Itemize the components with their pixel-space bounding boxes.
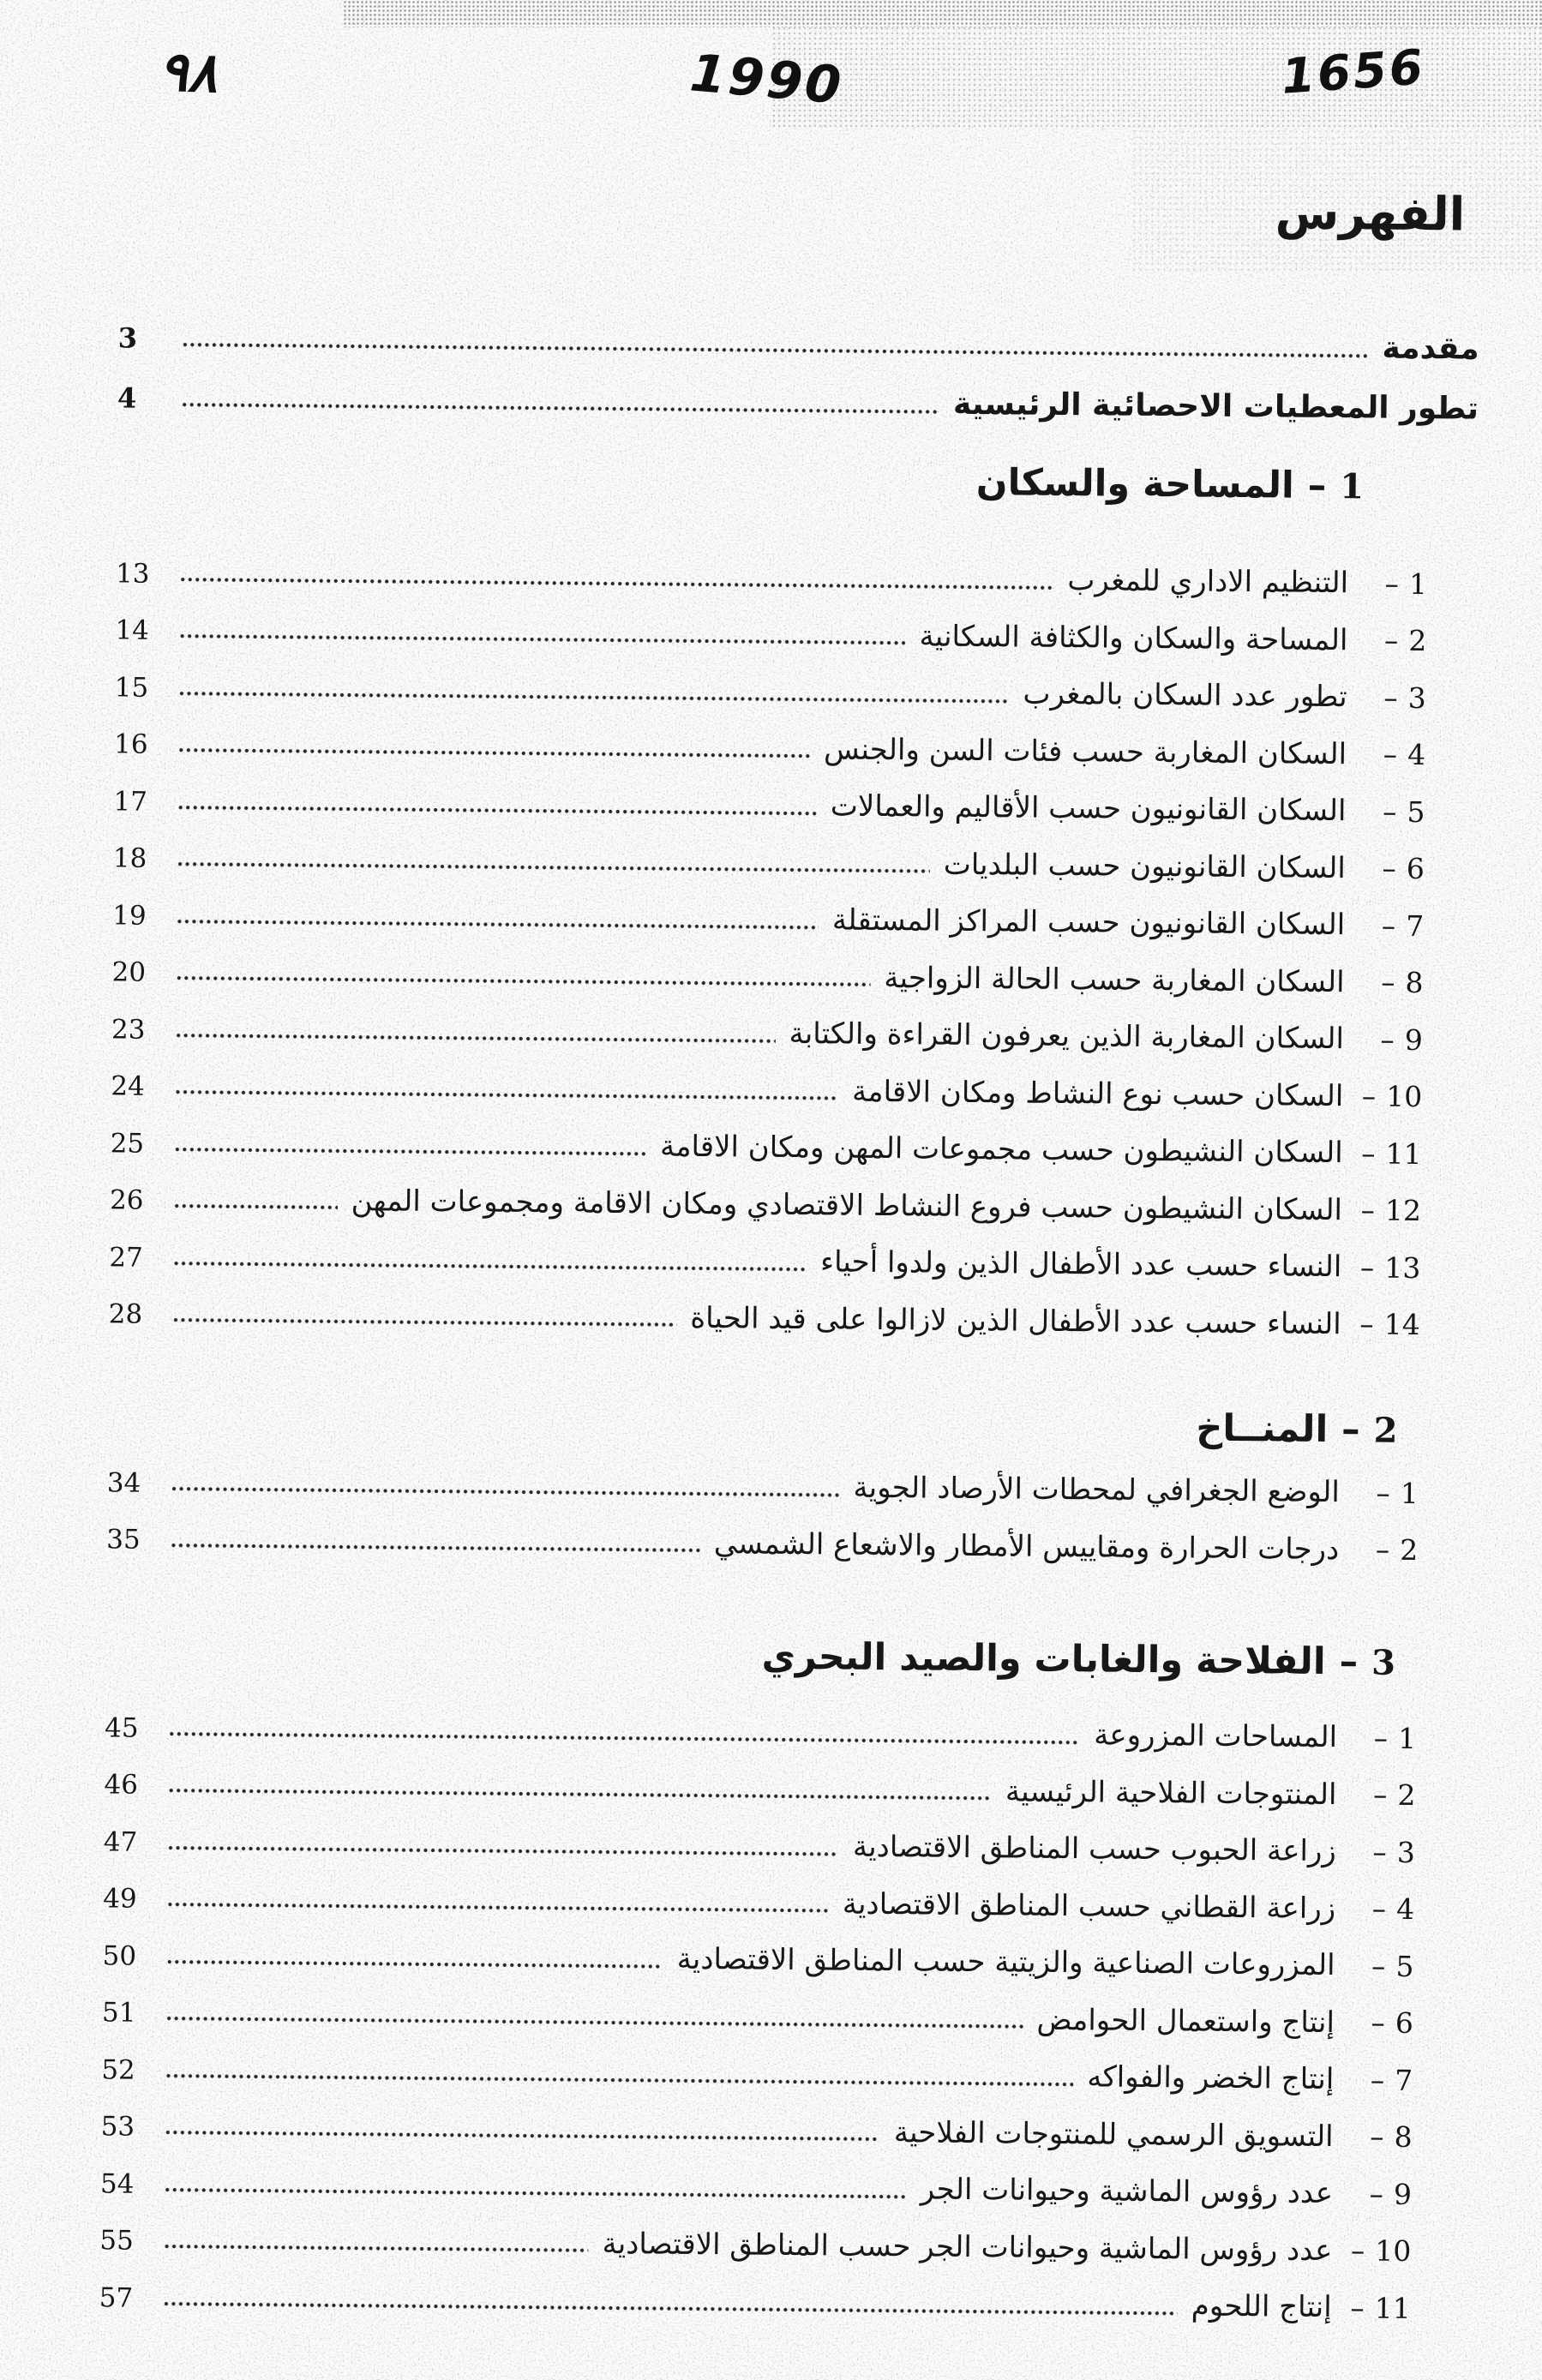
dot-leader bbox=[172, 1317, 677, 1328]
entry-label: زراعة القطاني حسب المناطق الاقتصادية bbox=[842, 1886, 1336, 1926]
entry-number-cell bbox=[1346, 795, 1425, 830]
entry-number: 12 bbox=[1384, 1193, 1422, 1228]
entry-number-cell bbox=[1331, 2292, 1410, 2327]
entry-number-cell bbox=[1336, 1778, 1415, 1813]
page-number: 4 bbox=[117, 381, 137, 415]
entry-number-cell bbox=[1344, 966, 1423, 1001]
entry-number-cell bbox=[1342, 1194, 1421, 1229]
entry-number-cell bbox=[1341, 1308, 1420, 1343]
entry-number: 6 bbox=[1395, 2006, 1414, 2041]
page-number: 24 bbox=[111, 1070, 145, 1102]
section-number: 1 bbox=[1340, 466, 1365, 507]
entry-label: عدد رؤوس الماشية وحيوانات الجر حسب المناطق الاقتصادية bbox=[602, 2226, 1333, 2268]
entry-number-cell bbox=[1344, 1023, 1423, 1058]
section-dash: – bbox=[1341, 1408, 1360, 1452]
page-title: الفهرس bbox=[1275, 185, 1466, 242]
entry-dash: – bbox=[1361, 1079, 1377, 1113]
section-heading bbox=[105, 1628, 1417, 1688]
entry-dash: – bbox=[1371, 1891, 1387, 1926]
page-number: 26 bbox=[109, 1184, 144, 1216]
page-number: 25 bbox=[110, 1127, 145, 1160]
entry-number: 11 bbox=[1374, 2291, 1411, 2325]
entry-number-cell bbox=[1341, 1251, 1420, 1286]
entry-number-cell bbox=[1335, 2006, 1413, 2041]
dot-leader bbox=[177, 747, 810, 758]
entry-dash: – bbox=[1360, 1136, 1376, 1171]
dot-leader bbox=[171, 1486, 840, 1497]
entry-dash: – bbox=[1380, 1022, 1395, 1057]
handwritten-mark-year: 1990 bbox=[687, 43, 846, 117]
page-number: 19 bbox=[112, 899, 147, 932]
entry-dash: – bbox=[1382, 851, 1397, 885]
entry-label: السكان حسب نوع النشاط ومكان الاقامة bbox=[851, 1074, 1344, 1113]
entry-dash: – bbox=[1372, 1835, 1387, 1869]
entry-dash: – bbox=[1359, 1250, 1375, 1285]
entry-label: المنتوجات الفلاحية الرئيسية bbox=[1005, 1774, 1337, 1812]
page-number: 45 bbox=[104, 1712, 139, 1744]
entry-number: 1 bbox=[1397, 1721, 1417, 1755]
page-number: 13 bbox=[115, 557, 150, 590]
entry-dash: – bbox=[1384, 567, 1400, 601]
page-number: 16 bbox=[113, 728, 148, 760]
entry-label: السكان النشيطون حسب مجموعات المهن ومكان الاقامة bbox=[659, 1129, 1343, 1171]
entry-number-cell bbox=[1336, 1836, 1415, 1871]
page-number: 53 bbox=[100, 2111, 135, 2143]
entry-number: 6 bbox=[1406, 852, 1425, 886]
dot-leader bbox=[179, 577, 1053, 591]
entry-dash: – bbox=[1382, 794, 1397, 829]
dot-leader bbox=[177, 861, 930, 873]
entry-dash: – bbox=[1372, 1778, 1388, 1812]
section-number: 2 bbox=[1373, 1410, 1398, 1451]
entry-label: السكان القانونيون حسب الأقاليم والعمالات bbox=[830, 788, 1347, 829]
entry-number: 4 bbox=[1407, 738, 1426, 772]
entry-label: مقدمة bbox=[1382, 330, 1479, 367]
section-title: المساحة والسكان bbox=[975, 461, 1295, 507]
entry-number: 7 bbox=[1395, 2063, 1413, 2097]
entry-label: المساحات المزروعة bbox=[1093, 1718, 1338, 1755]
entry-number: 11 bbox=[1385, 1136, 1422, 1171]
handwritten-mark-right: 1656 bbox=[1279, 39, 1427, 105]
entry-label: التنظيم الاداري للمغرب bbox=[1067, 563, 1349, 601]
page-number: 20 bbox=[111, 956, 147, 988]
entry-label: النساء حسب عدد الأطفال الذين لازالوا على قيد الحياة bbox=[690, 1300, 1341, 1341]
page-number: 27 bbox=[109, 1241, 144, 1274]
entry-number: 13 bbox=[1384, 1250, 1421, 1285]
page-number: 3 bbox=[117, 321, 138, 355]
sections-list bbox=[99, 452, 1479, 2328]
entry-label: إنتاج الخضر والفواكه bbox=[1087, 2059, 1335, 2097]
entry-number-cell bbox=[1347, 624, 1426, 659]
page-number: 28 bbox=[108, 1298, 143, 1330]
entry-number: 4 bbox=[1395, 1892, 1415, 1927]
section-dash: – bbox=[1339, 1640, 1359, 1684]
entry-number-cell bbox=[1345, 909, 1424, 944]
entry-dash: – bbox=[1370, 2063, 1385, 2097]
entry-number-cell bbox=[1332, 2234, 1411, 2269]
entry-label: تطور المعطيات الاحصائية الرئيسية bbox=[952, 386, 1479, 427]
section-heading bbox=[117, 452, 1428, 512]
dot-leader bbox=[163, 2301, 1178, 2316]
entry-label: إنتاج اللحوم bbox=[1191, 2288, 1332, 2325]
entry-number: 3 bbox=[1407, 680, 1426, 715]
entry-label: السكان المغاربة حسب فئات السن والجنس bbox=[823, 731, 1347, 771]
entry-number-cell bbox=[1333, 2178, 1412, 2213]
entry-number: 9 bbox=[1393, 2177, 1413, 2211]
page-number: 18 bbox=[112, 842, 147, 874]
entry-dash: – bbox=[1359, 1307, 1374, 1341]
page-number: 49 bbox=[103, 1883, 137, 1915]
dot-leader bbox=[163, 2244, 588, 2253]
entry-dash: – bbox=[1373, 1721, 1389, 1755]
entry-number-cell bbox=[1343, 1080, 1422, 1115]
page-number: 17 bbox=[113, 785, 148, 818]
section-title: الفلاحة والغابات والصيد البحري bbox=[761, 1634, 1326, 1684]
toc-section bbox=[106, 1394, 1469, 1568]
entry-number-cell bbox=[1334, 2064, 1413, 2099]
entry-dash: – bbox=[1376, 1476, 1391, 1510]
entry-label: عدد رؤوس الماشية وحيوانات الجر bbox=[920, 2172, 1334, 2211]
entry-number-cell bbox=[1342, 1137, 1421, 1172]
entry-dash: – bbox=[1369, 2177, 1384, 2211]
dot-leader bbox=[165, 2073, 1073, 2087]
entry-number-cell bbox=[1335, 1950, 1413, 1985]
entry-dash: – bbox=[1371, 2005, 1386, 2040]
dot-leader bbox=[182, 342, 1369, 358]
entry-number: 8 bbox=[1405, 966, 1424, 1000]
entry-number-cell bbox=[1335, 1892, 1414, 1927]
entry-number: 8 bbox=[1394, 2120, 1413, 2155]
section-entries bbox=[109, 533, 1478, 1344]
dot-leader bbox=[165, 2130, 880, 2142]
page-number: 51 bbox=[101, 1997, 136, 2029]
entry-number-cell bbox=[1340, 1477, 1419, 1512]
entry-number: 9 bbox=[1404, 1022, 1424, 1057]
toc-content bbox=[99, 0, 1483, 2327]
toc-section bbox=[99, 1628, 1467, 2328]
entry-number: 7 bbox=[1405, 908, 1425, 943]
dot-leader bbox=[178, 691, 1010, 704]
entry-label: السكان المغاربة الذين يعرفون القراءة والكتابة bbox=[789, 1016, 1345, 1057]
page-number: 34 bbox=[106, 1466, 141, 1499]
page-number: 57 bbox=[99, 2281, 134, 2314]
page-number: 46 bbox=[104, 1769, 139, 1801]
entry-number: 2 bbox=[1400, 1533, 1419, 1568]
dot-leader bbox=[173, 1203, 338, 1210]
entry-label: السكان القانونيون حسب المراكز المستقلة bbox=[831, 902, 1346, 943]
entry-label: الوضع الجغرافي لمحطات الأرصاد الجوية bbox=[853, 1470, 1341, 1510]
entry-label: السكان المغاربة حسب الحالة الزواجية bbox=[884, 960, 1345, 999]
entry-number: 14 bbox=[1383, 1307, 1420, 1342]
dot-leader bbox=[172, 1261, 807, 1272]
section-number: 3 bbox=[1371, 1642, 1396, 1683]
entry-dash: – bbox=[1381, 908, 1396, 943]
dot-leader bbox=[168, 1731, 1080, 1745]
entry-label: المزروعات الصناعية والزيتية حسب المناطق الاقتصادية bbox=[676, 1941, 1335, 1983]
dot-leader bbox=[165, 2016, 1023, 2029]
entry-dash: – bbox=[1383, 737, 1398, 771]
entry-number: 2 bbox=[1397, 1778, 1416, 1813]
page-number: 55 bbox=[99, 2225, 135, 2257]
entry-dash: – bbox=[1371, 1949, 1386, 1983]
dot-leader bbox=[170, 1543, 700, 1553]
section-dash: – bbox=[1307, 464, 1327, 508]
entry-number-cell bbox=[1333, 2120, 1412, 2155]
page-number: 52 bbox=[101, 2053, 135, 2086]
dot-leader bbox=[164, 2187, 907, 2199]
entry-label: زراعة الحبوب حسب المناطق الاقتصادية bbox=[852, 1829, 1337, 1869]
dot-leader bbox=[178, 633, 905, 645]
entry-label: السكان النشيطون حسب فروع النشاط الاقتصادي ومكان الاقامة ومجموعات المهن bbox=[351, 1183, 1343, 1227]
page-number: 23 bbox=[111, 1013, 146, 1046]
entry-label: المساحة والسكان والكثافة السكانية bbox=[919, 619, 1348, 657]
entry-dash: – bbox=[1375, 1532, 1390, 1567]
entry-dash: – bbox=[1369, 2119, 1384, 2154]
entry-dash: – bbox=[1383, 680, 1398, 715]
entry-label: السكان القانونيون حسب البلديات bbox=[943, 847, 1347, 885]
dot-leader bbox=[167, 1788, 992, 1801]
entry-number-cell bbox=[1346, 852, 1425, 887]
page-number: 14 bbox=[115, 614, 150, 646]
entry-dash: – bbox=[1380, 965, 1395, 999]
front-entries bbox=[117, 296, 1479, 429]
page-number: 47 bbox=[103, 1825, 138, 1858]
entry-label: درجات الحرارة ومقاييس الأمطار والاشعاع الشمسي bbox=[713, 1526, 1340, 1567]
entry-number: 5 bbox=[1395, 1949, 1414, 1983]
dot-leader bbox=[175, 1033, 776, 1044]
entry-label: النساء حسب عدد الأطفال الذين ولدوا أحياء bbox=[819, 1244, 1342, 1285]
section-title: المنــاخ bbox=[1196, 1406, 1329, 1452]
entry-number: 1 bbox=[1400, 1476, 1419, 1510]
entry-number-cell bbox=[1339, 1533, 1418, 1568]
page-number: 50 bbox=[102, 1939, 137, 1972]
dot-leader bbox=[166, 1902, 829, 1913]
dot-leader bbox=[181, 402, 939, 414]
entry-number-cell bbox=[1337, 1722, 1416, 1757]
toc-entry-row bbox=[117, 356, 1479, 429]
section-entries bbox=[106, 1442, 1468, 1569]
entry-number: 2 bbox=[1408, 624, 1427, 658]
dot-leader bbox=[174, 1147, 646, 1156]
handwritten-mark-left: ٩٨ bbox=[157, 39, 219, 106]
section-entries bbox=[99, 1688, 1467, 2328]
entry-number: 1 bbox=[1408, 567, 1428, 601]
entry-dash: – bbox=[1383, 623, 1399, 657]
entry-number: 10 bbox=[1375, 2233, 1412, 2269]
entry-label: التسويق الرسمي للمنتوجات الفلاحية bbox=[893, 2114, 1334, 2154]
entry-dash: – bbox=[1360, 1193, 1376, 1227]
entry-number-cell bbox=[1347, 681, 1426, 716]
entry-number-cell bbox=[1348, 567, 1427, 602]
page-number: 54 bbox=[99, 2167, 135, 2200]
entry-number: 5 bbox=[1407, 794, 1425, 829]
entry-dash: – bbox=[1350, 2233, 1365, 2268]
entry-number: 10 bbox=[1386, 1079, 1423, 1114]
dot-leader bbox=[176, 975, 871, 987]
page-number: 15 bbox=[114, 671, 149, 704]
dot-leader bbox=[165, 1959, 663, 1969]
page-number: 35 bbox=[106, 1524, 141, 1556]
entry-number-cell bbox=[1347, 738, 1425, 773]
entry-dash: – bbox=[1350, 2291, 1365, 2325]
entry-number: 3 bbox=[1396, 1835, 1415, 1869]
dot-leader bbox=[167, 1845, 839, 1857]
dot-leader bbox=[176, 919, 819, 930]
entry-label: تطور عدد السكان بالمغرب bbox=[1023, 676, 1347, 715]
dot-leader bbox=[177, 805, 816, 816]
entry-label: إنتاج واستعمال الحوامض bbox=[1036, 2002, 1335, 2040]
dot-leader bbox=[174, 1089, 838, 1100]
toc-section bbox=[109, 452, 1479, 1344]
